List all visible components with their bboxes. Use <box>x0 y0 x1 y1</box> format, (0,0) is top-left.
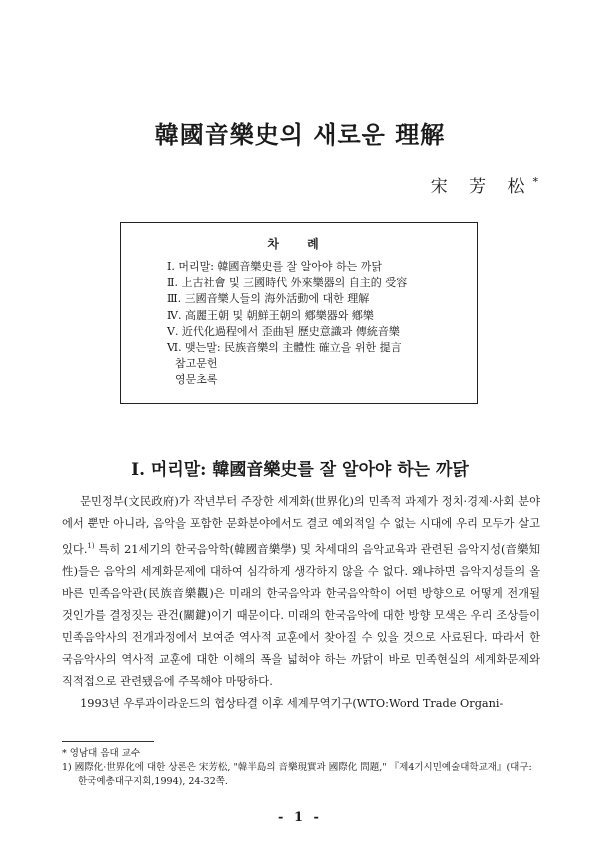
paragraph <box>62 491 540 693</box>
toc-heading: 차 례 <box>267 237 331 251</box>
body-text <box>62 491 540 715</box>
toc-item: Ⅴ. 近代化過程에서 歪曲된 歷史意識과 傳統音樂 <box>167 324 400 338</box>
toc-item: 참고문헌 <box>175 357 218 371</box>
paragraph-text: 문민정부(文民政府)가 작년부터 주장한 세계화(世界化)의 민족적 과제가 정치·경제·사회 분야에서 뿐만 아니라, 음악을 포함한 문화분야에서도 결코 예외적일 수 없는 시대에 우리 모두가 살고 있다. <box>62 495 540 556</box>
section-heading: Ⅰ. 머리말: 韓國音樂史를 잘 알아야 하는 까닭 <box>131 460 469 480</box>
toc-list <box>167 259 407 389</box>
toc-item: Ⅱ. 上古社會 및 三國時代 外來樂器의 自主的 受容 <box>167 276 408 290</box>
toc-item: Ⅰ. 머리말: 韓國音樂史를 잘 알아야 하는 까닭 <box>167 260 383 273</box>
page-title: 韓國音樂史의 새로운 理解 <box>154 120 446 149</box>
author <box>431 172 538 197</box>
table-of-contents <box>120 222 478 404</box>
footnote-ref: 1) <box>87 542 95 550</box>
toc-item: Ⅳ. 高麗王朝 및 朝鮮王朝의 鄕樂器와 鄕樂 <box>167 308 374 322</box>
paragraph-text: 특히 21세기의 한국음악학(韓國音樂學) 및 차세대의 음악교육과 관련된 음악지성(音樂知性)들은 음악의 세계화문제에 대하여 심각하게 생각하지 않을 수 없다. 왜냐하면 음악지성들의 올바른 민족음악관(民族音樂觀)은 미래의 한국음악과 한국음악학이 어떤 방향으로 어떻게 전개될 것인가를 결정짓는 관건(關鍵)이기 때문이다. 미래의 한국음악에 대한 방향 모색은 우리 조상들이 민족음악사의 전개과정에서 보여준 역사적 교훈에서 찾아질 수 있을 것으로 사료된다. 따라서 한국음악사의 역사적 교훈에 대한 이해의 폭을 넓혀야 하는 까닭이 바로 민족현실의 세계화문제와 직적접으로 관련됐음에 주목해야 마땅하다. <box>62 542 540 688</box>
toc-item: Ⅲ. 三國音樂人들의 海外活動에 대한 理解 <box>167 292 370 306</box>
page-number: - 1 - <box>278 810 322 825</box>
author-footnote-mark: * <box>532 175 538 189</box>
footnote: 1) 國際化·世界化에 대한 상론은 宋芳松, "韓半島의 音樂現實과 國際化 問題," 『제4기시민예술대학교재』(대구:한국예총대구지회,1994), 24-32쪽. <box>62 762 532 787</box>
footnote-divider <box>62 741 154 742</box>
paragraph: 1993년 우루과이라운드의 협상타결 이후 세계무역기구(WTO:Word Trade Organi- <box>80 696 504 710</box>
toc-item: 영문초록 <box>175 373 218 387</box>
toc-item: Ⅵ. 맺는말: 民族音樂의 主體性 確立을 위한 提言 <box>167 341 402 355</box>
footnotes <box>62 747 540 789</box>
footnote: * 영남대 음대 교수 <box>62 748 141 759</box>
author-name: 宋 芳 松 <box>430 177 533 197</box>
